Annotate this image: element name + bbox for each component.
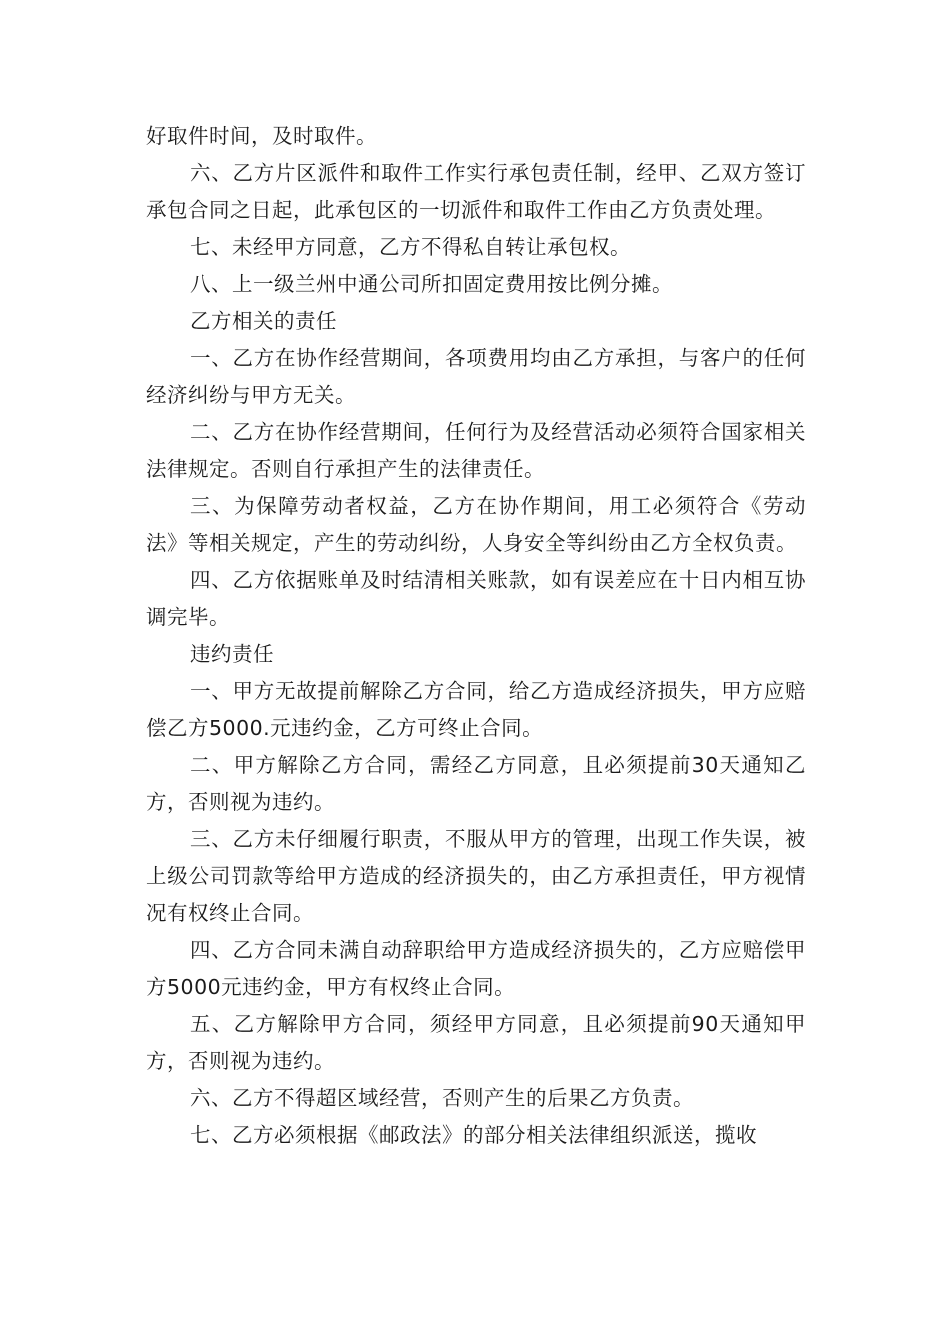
paragraph-13: 三、乙方未仔细履行职责，不服从甲方的管理，出现工作失误，被上级公司罚款等给甲方造成的经济损失的，由乙方承担责任，甲方视情况有权终止合同。 [146, 827, 806, 925]
paragraph-2: 六、乙方片区派件和取件工作实行承包责任制，经甲、乙双方签订承包合同之日起，此承包区的一切派件和取件工作由乙方负责处理。 [146, 161, 806, 222]
paragraph-9: 四、乙方依据账单及时结清相关账款，如有误差应在十日内相互协调完毕。 [146, 568, 806, 629]
paragraph-6: 一、乙方在协作经营期间，各项费用均由乙方承担，与客户的任何经济纠纷与甲方无关。 [146, 346, 806, 407]
paragraph-1: 好取件时间，及时取件。 [146, 124, 377, 148]
paragraph-4: 八、上一级兰州中通公司所扣固定费用按比例分摊。 [190, 272, 673, 296]
paragraph-7: 二、乙方在协作经营期间，任何行为及经营活动必须符合国家相关法律规定。否则自行承担产生的法律责任。 [146, 420, 806, 481]
paragraph-3: 七、未经甲方同意，乙方不得私自转让承包权。 [190, 235, 631, 259]
paragraph-16: 六、乙方不得超区域经营，否则产生的后果乙方负责。 [190, 1086, 694, 1110]
paragraph-12: 二、甲方解除乙方合同，需经乙方同意，且必须提前30天通知乙方，否则视为违约。 [146, 753, 806, 814]
paragraph-11: 一、甲方无故提前解除乙方合同，给乙方造成经济损失，甲方应赔偿乙方5000.元违约金，乙方可终止合同。 [146, 679, 806, 740]
section-heading-breach-liability: 违约责任 [190, 642, 274, 666]
paragraph-17: 七、乙方必须根据《邮政法》的部分相关法律组织派送，揽收 [190, 1123, 757, 1147]
paragraph-14: 四、乙方合同未满自动辞职给甲方造成经济损失的，乙方应赔偿甲方5000元违约金，甲方有权终止合同。 [146, 938, 806, 999]
document-body [146, 118, 806, 1154]
paragraph-8: 三、为保障劳动者权益，乙方在协作期间，用工必须符合《劳动法》等相关规定，产生的劳动纠纷，人身安全等纠纷由乙方全权负责。 [146, 494, 806, 555]
section-heading-party-b-responsibility: 乙方相关的责任 [190, 309, 337, 333]
paragraph-15: 五、乙方解除甲方合同，须经甲方同意，且必须提前90天通知甲方，否则视为违约。 [146, 1012, 806, 1073]
